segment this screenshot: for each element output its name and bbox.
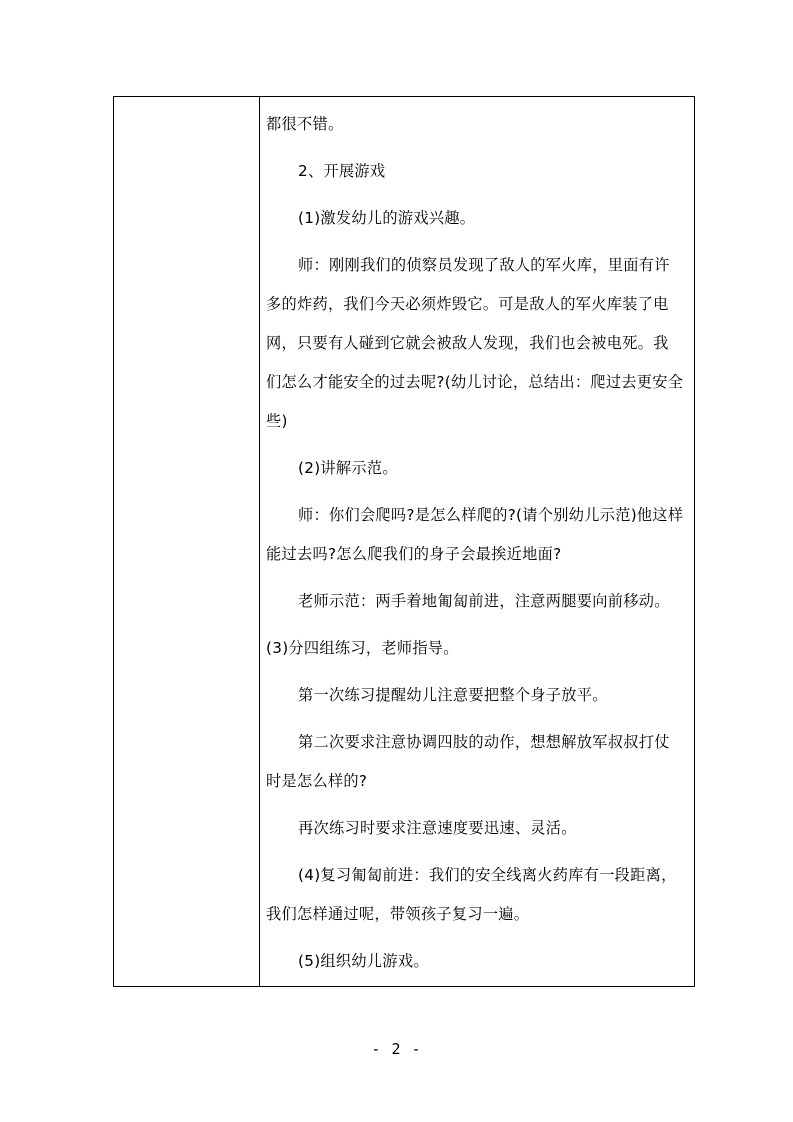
text-line: 第一次练习提醒幼儿注意要把整个身子放平。 bbox=[298, 686, 608, 704]
step-heading: (2)讲解示范。 bbox=[298, 459, 398, 477]
lesson-table bbox=[113, 96, 695, 987]
content-cell bbox=[266, 105, 688, 986]
text-line: 时是怎么样的? bbox=[266, 772, 368, 790]
text-line: 网，只要有人碰到它就会被敌人发现，我们也会被电死。我 bbox=[266, 334, 669, 352]
section-heading: 2、开展游戏 bbox=[298, 162, 386, 180]
text-line: 能过去吗?怎么爬我们的身子会最挨近地面? bbox=[266, 545, 562, 563]
step-heading: (1)激发幼儿的游戏兴趣。 bbox=[298, 209, 476, 227]
text-line: 都很不错。 bbox=[266, 115, 344, 133]
text-line: 我们怎样通过呢，带领孩子复习一遍。 bbox=[266, 905, 530, 923]
step-heading: (3)分四组练习，老师指导。 bbox=[266, 639, 459, 657]
text-line: 再次练习时要求注意速度要迅速、灵活。 bbox=[298, 819, 577, 837]
text-line: 多的炸药，我们今天必须炸毁它。可是敌人的军火库装了电 bbox=[266, 295, 669, 313]
page-number: - 2 - bbox=[371, 1040, 422, 1058]
column-divider bbox=[259, 97, 260, 986]
text-line: 师：你们会爬吗?是怎么样爬的?(请个别幼儿示范)他这样 bbox=[298, 506, 684, 524]
step-heading: (4)复习匍匐前进：我们的安全线离火药库有一段距离， bbox=[298, 866, 677, 884]
step-heading: (5)组织幼儿游戏。 bbox=[298, 952, 429, 970]
text-line: 老师示范：两手着地匍匐前进，注意两腿要向前移动。 bbox=[298, 592, 670, 610]
text-line: 些) bbox=[266, 412, 288, 430]
text-line: 师：刚刚我们的侦察员发现了敌人的军火库，里面有许 bbox=[298, 256, 670, 274]
text-line: 们怎么才能安全的过去呢?(幼儿讨论，总结出：爬过去更安全 bbox=[266, 373, 684, 391]
text-line: 第二次要求注意协调四肢的动作，想想解放军叔叔打仗 bbox=[298, 733, 670, 751]
